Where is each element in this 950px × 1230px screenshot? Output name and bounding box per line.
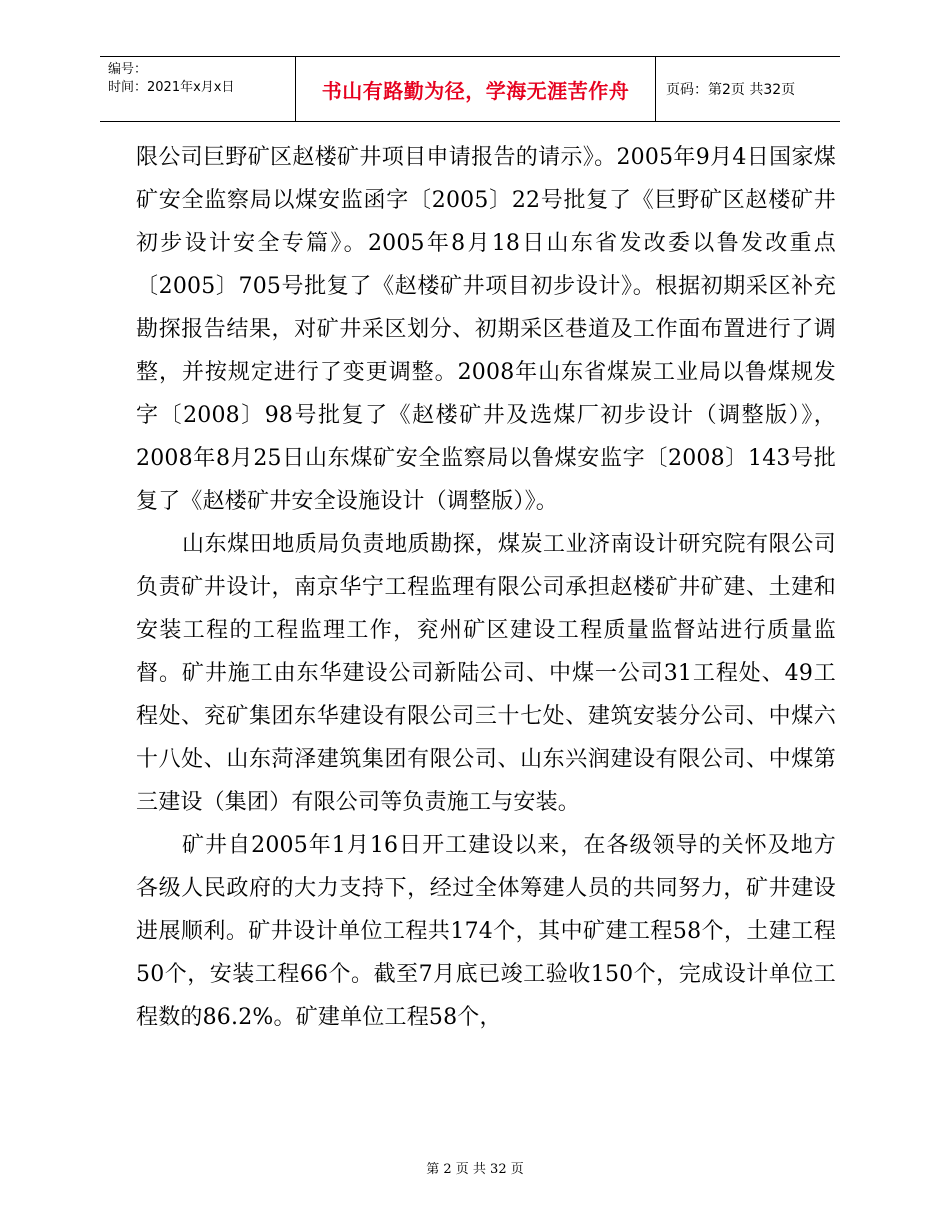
document-number-label: 编号： [108, 62, 148, 77]
header-motto: 书山有路勤为径，学海无涯苦作舟 [296, 57, 656, 121]
paragraph-1: 限公司巨野矿区赵楼矿井项目申请报告的请示》。2005年9月4日国家煤矿安全监察局以煤安监函字〔2005〕22号批复了《巨野矿区赵楼矿井初步设计安全专篇》。2005年8月18日山东省发改委以鲁发改重点〔2005〕705号批复了《赵楼矿井项目初步设计》。根据初期采区补充勘探报告结果，对矿井采区划分、初期采区巷道及工作面布置进行了调整，并按规定进行了变更调整。2008年山东省煤炭工业局以鲁煤规发字〔2008〕98号批复了《赵楼矿井及选煤厂初步设计（调整版）》，2008年8月25日山东煤矿安全监察局以鲁煤安监字〔2008〕143号批复了《赵楼矿井安全设施设计（调整版）》。 [136, 145, 836, 514]
paragraph-3: 矿井自2005年1月16日开工建设以来，在各级领导的关怀及地方各级人民政府的大力支持下，经过全体筹建人员的共同努力，矿井建设进展顺利。矿井设计单位工程共174个，其中矿建工程58个，土建工程50个，安装工程66个。截至7月底已竣工验收150个，完成设计单位工程数的86.2%。矿建单位工程58个， [136, 833, 836, 1030]
page-footer: 第 2 页 共 32 页 [426, 1162, 524, 1177]
header-page-info: 页码：第2页 共32页 [666, 82, 796, 98]
document-time-label: 时间：2021年x月x日 [108, 80, 235, 95]
paragraph-2: 山东煤田地质局负责地质勘探，煤炭工业济南设计研究院有限公司负责矿井设计，南京华宁工程监理有限公司承担赵楼矿井矿建、土建和安装工程的工程监理工作，兖州矿区建设工程质量监督站进行质量监督。矿井施工由东华建设公司新陆公司、中煤一公司31工程处、49工程处、兖矿集团东华建设有限公司三十七处、建筑安装分公司、中煤六十八处、山东菏泽建筑集团有限公司、山东兴润建设有限公司、中煤第三建设（集团）有限公司等负责施工与安装。 [136, 532, 836, 815]
page-header [100, 56, 840, 122]
document-body [136, 136, 836, 1039]
header-meta [100, 57, 296, 121]
